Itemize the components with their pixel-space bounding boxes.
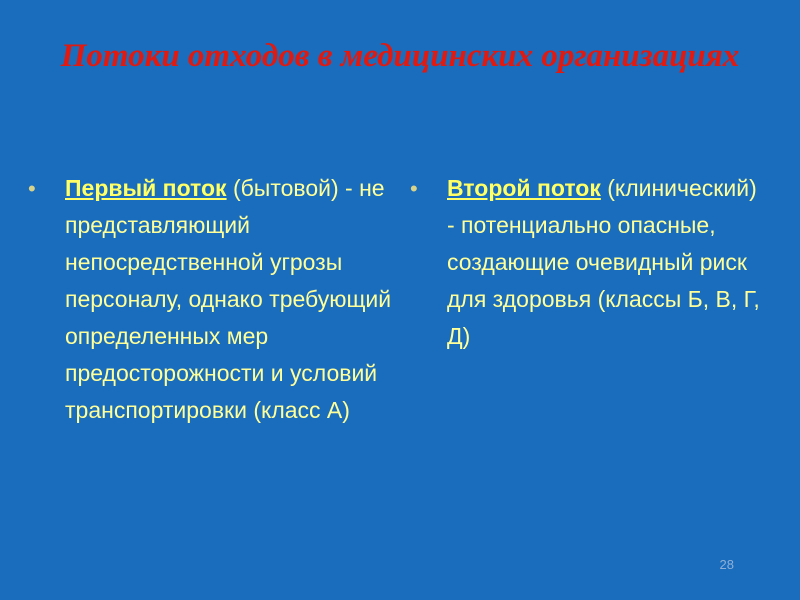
page-number: 28 (719, 557, 734, 572)
bullet-heading: Первый поток (65, 175, 227, 201)
bullet-text (65, 170, 398, 429)
slide-title: Потоки отходов в медицинских организациях (60, 38, 740, 74)
bullet-icon: • (28, 176, 36, 201)
bullet-item-second-stream (410, 170, 770, 355)
bullet-body: (бытовой) - не представляющий непосредственной угрозы персоналу, однако требующий определенных мер предосторожности и условий транспортировки (класс А) (65, 175, 392, 423)
bullet-heading: Второй поток (447, 175, 601, 201)
bullet-icon: • (410, 176, 418, 201)
bullet-text (447, 170, 770, 355)
bullet-body: (клинический) - потенциально опасные, создающие очевидный риск для здоровья (классы Б, В, Г, Д) (447, 175, 760, 349)
bullet-item-first-stream (28, 170, 398, 429)
